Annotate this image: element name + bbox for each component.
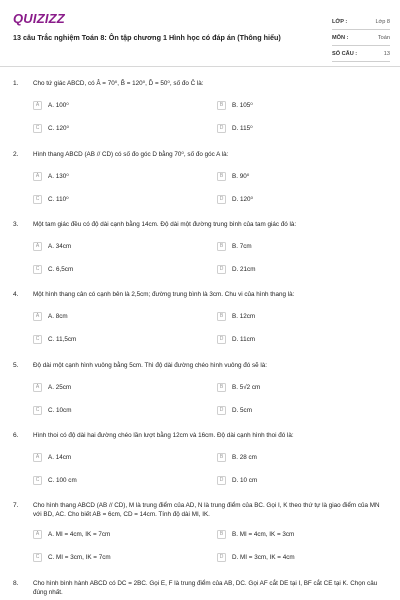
question-text: Hình thang ABCD (AB // CD) có số đo góc D bằng 70⁰, số đo góc A là: bbox=[33, 151, 229, 158]
option-c[interactable] bbox=[33, 192, 69, 206]
option-c[interactable] bbox=[33, 121, 69, 135]
option-label: C. 11,5cm bbox=[48, 335, 77, 343]
option-letter-box: A bbox=[33, 172, 42, 181]
question-text: Cho hình bình hành ABCD có DC = 2BC. Gọi E, F là trung điểm của AB, DC. Gọi AF cắt DE tại I, BF cắt CE tại K. Chọn câu đúng nhất. bbox=[33, 580, 378, 596]
option-c[interactable] bbox=[33, 262, 73, 276]
option-letter-box: A bbox=[33, 530, 42, 539]
option-letter-box: C bbox=[33, 335, 42, 344]
option-letter-box: D bbox=[217, 195, 226, 204]
question-text: Một hình thang cân có cạnh bên là 2,5cm; đường trung bình là 3cm. Chu vi của hình thang là: bbox=[33, 291, 295, 298]
question-text: Hình thoi có độ dài hai đường chéo lần lượt bằng 12cm và 16cm. Độ dài cạnh hình thoi đó là: bbox=[33, 432, 294, 439]
option-label: B. 12cm bbox=[232, 312, 256, 320]
option-label: C. MI = 3cm, IK = 7cm bbox=[48, 553, 111, 561]
option-b[interactable] bbox=[217, 380, 260, 394]
meta-value: Toán bbox=[377, 35, 390, 41]
question-text: Cho tứ giác ABCD, có Â = 70⁰, B̂ = 120⁰, D̂ = 50⁰, số đo Ĉ là: bbox=[33, 80, 204, 87]
option-label: A. MI = 4cm, IK = 7cm bbox=[48, 530, 111, 538]
option-a[interactable] bbox=[33, 309, 68, 323]
meta-value: Lớp 8 bbox=[375, 19, 390, 25]
option-letter-box: B bbox=[217, 312, 226, 321]
option-letter-box: D bbox=[217, 406, 226, 415]
option-label: A. 25cm bbox=[48, 383, 72, 391]
option-b[interactable] bbox=[217, 98, 253, 112]
option-letter-box: B bbox=[217, 242, 226, 251]
option-label: B. 28 cm bbox=[232, 453, 257, 461]
option-letter-box: D bbox=[217, 335, 226, 344]
option-letter-box: B bbox=[217, 172, 226, 181]
option-letter-box: B bbox=[217, 383, 226, 392]
meta-key: SỐ CÂU : bbox=[332, 51, 358, 57]
option-label: D. 115⁰ bbox=[232, 124, 253, 132]
option-label: B. 105⁰ bbox=[232, 101, 253, 109]
option-label: C. 6,5cm bbox=[48, 265, 74, 273]
question-text: Một tam giác đều có độ dài cạnh bằng 14cm. Độ dài một đường trung bình của tam giác đó là: bbox=[33, 221, 297, 228]
meta-panel bbox=[332, 14, 390, 62]
option-label: D. 11cm bbox=[232, 335, 255, 343]
meta-value: 13 bbox=[383, 51, 390, 57]
meta-key: MÔN : bbox=[332, 35, 349, 41]
option-label: B. 5√2 cm bbox=[232, 383, 261, 391]
option-d[interactable] bbox=[217, 332, 255, 346]
option-letter-box: C bbox=[33, 406, 42, 415]
option-b[interactable] bbox=[217, 527, 294, 541]
option-a[interactable] bbox=[33, 450, 71, 464]
option-label: A. 14cm bbox=[48, 453, 72, 461]
option-b[interactable] bbox=[217, 169, 249, 183]
worksheet-title: 13 câu Trắc nghiệm Toán 8: Ôn tập chương 1 Hình học có đáp án (Thông hiểu) bbox=[13, 33, 281, 42]
option-letter-box: B bbox=[217, 530, 226, 539]
question-number: 5. bbox=[13, 362, 19, 369]
option-a[interactable] bbox=[33, 380, 71, 394]
meta-row-count bbox=[332, 46, 390, 62]
option-label: B. 90⁰ bbox=[232, 172, 250, 180]
question-number: 3. bbox=[13, 221, 19, 228]
option-letter-box: C bbox=[33, 124, 42, 133]
question-number: 4. bbox=[13, 291, 19, 298]
option-label: D. 120⁰ bbox=[232, 195, 254, 203]
meta-key: LỚP : bbox=[332, 19, 348, 25]
option-label: C. 110⁰ bbox=[48, 195, 69, 203]
question-number: 6. bbox=[13, 432, 19, 439]
option-label: A. 8cm bbox=[48, 312, 68, 320]
option-letter-box: D bbox=[217, 553, 226, 562]
option-letter-box: B bbox=[217, 101, 226, 110]
option-label: C. 100 cm bbox=[48, 476, 77, 484]
option-label: B. 7cm bbox=[232, 242, 252, 250]
option-d[interactable] bbox=[217, 550, 295, 564]
question-number: 1. bbox=[13, 80, 19, 87]
option-letter-box: C bbox=[33, 195, 42, 204]
option-letter-box: D bbox=[217, 124, 226, 133]
option-c[interactable] bbox=[33, 550, 111, 564]
option-label: C. 120⁰ bbox=[48, 124, 70, 132]
option-letter-box: D bbox=[217, 476, 226, 485]
option-letter-box: C bbox=[33, 553, 42, 562]
option-b[interactable] bbox=[217, 239, 252, 253]
quizizz-logo: QUIZIZZ bbox=[13, 11, 65, 26]
option-d[interactable] bbox=[217, 473, 257, 487]
option-d[interactable] bbox=[217, 192, 253, 206]
option-label: A. 130⁰ bbox=[48, 172, 69, 180]
option-label: A. 100⁰ bbox=[48, 101, 69, 109]
question-number: 2. bbox=[13, 151, 19, 158]
option-label: D. 10 cm bbox=[232, 476, 258, 484]
option-b[interactable] bbox=[217, 450, 257, 464]
option-label: C. 10cm bbox=[48, 406, 72, 414]
option-label: B. MI = 4cm, IK = 3cm bbox=[232, 530, 295, 538]
option-label: D. 5cm bbox=[232, 406, 252, 414]
option-d[interactable] bbox=[217, 262, 255, 276]
question-text: Độ dài một cạnh hình vuông bằng 5cm. Thì độ dài đường chéo hình vuông đó sẽ là: bbox=[33, 362, 268, 369]
option-label: A. 34cm bbox=[48, 242, 72, 250]
option-d[interactable] bbox=[217, 121, 253, 135]
option-letter-box: A bbox=[33, 383, 42, 392]
option-label: D. MI = 3cm, IK = 4cm bbox=[232, 553, 295, 561]
worksheet-header bbox=[0, 0, 400, 62]
meta-row-class bbox=[332, 14, 390, 30]
option-a[interactable] bbox=[33, 98, 69, 112]
question-number: 8. bbox=[13, 580, 19, 587]
option-c[interactable] bbox=[33, 403, 71, 417]
option-letter-box: C bbox=[33, 265, 42, 274]
header-divider bbox=[0, 66, 400, 67]
option-a[interactable] bbox=[33, 527, 110, 541]
option-letter-box: A bbox=[33, 101, 42, 110]
option-label: D. 21cm bbox=[232, 265, 256, 273]
question-number: 7. bbox=[13, 502, 19, 509]
option-a[interactable] bbox=[33, 239, 71, 253]
option-c[interactable] bbox=[33, 332, 76, 346]
option-letter-box: A bbox=[33, 242, 42, 251]
option-b[interactable] bbox=[217, 309, 255, 323]
option-letter-box: A bbox=[33, 453, 42, 462]
option-c[interactable] bbox=[33, 473, 77, 487]
option-letter-box: D bbox=[217, 265, 226, 274]
question-text: Cho hình thang ABCD (AB // CD), M là trung điểm của AD, N là trung điểm của BC. Gọi I, K theo thứ tự là giao điểm của MN với BD, AC. Cho biết AB = 6cm, CD = 14cm. Tính độ dài MI, IK. bbox=[33, 502, 380, 518]
option-d[interactable] bbox=[217, 403, 252, 417]
option-a[interactable] bbox=[33, 169, 69, 183]
option-letter-box: B bbox=[217, 453, 226, 462]
option-letter-box: A bbox=[33, 312, 42, 321]
meta-row-subject bbox=[332, 30, 390, 46]
option-letter-box: C bbox=[33, 476, 42, 485]
